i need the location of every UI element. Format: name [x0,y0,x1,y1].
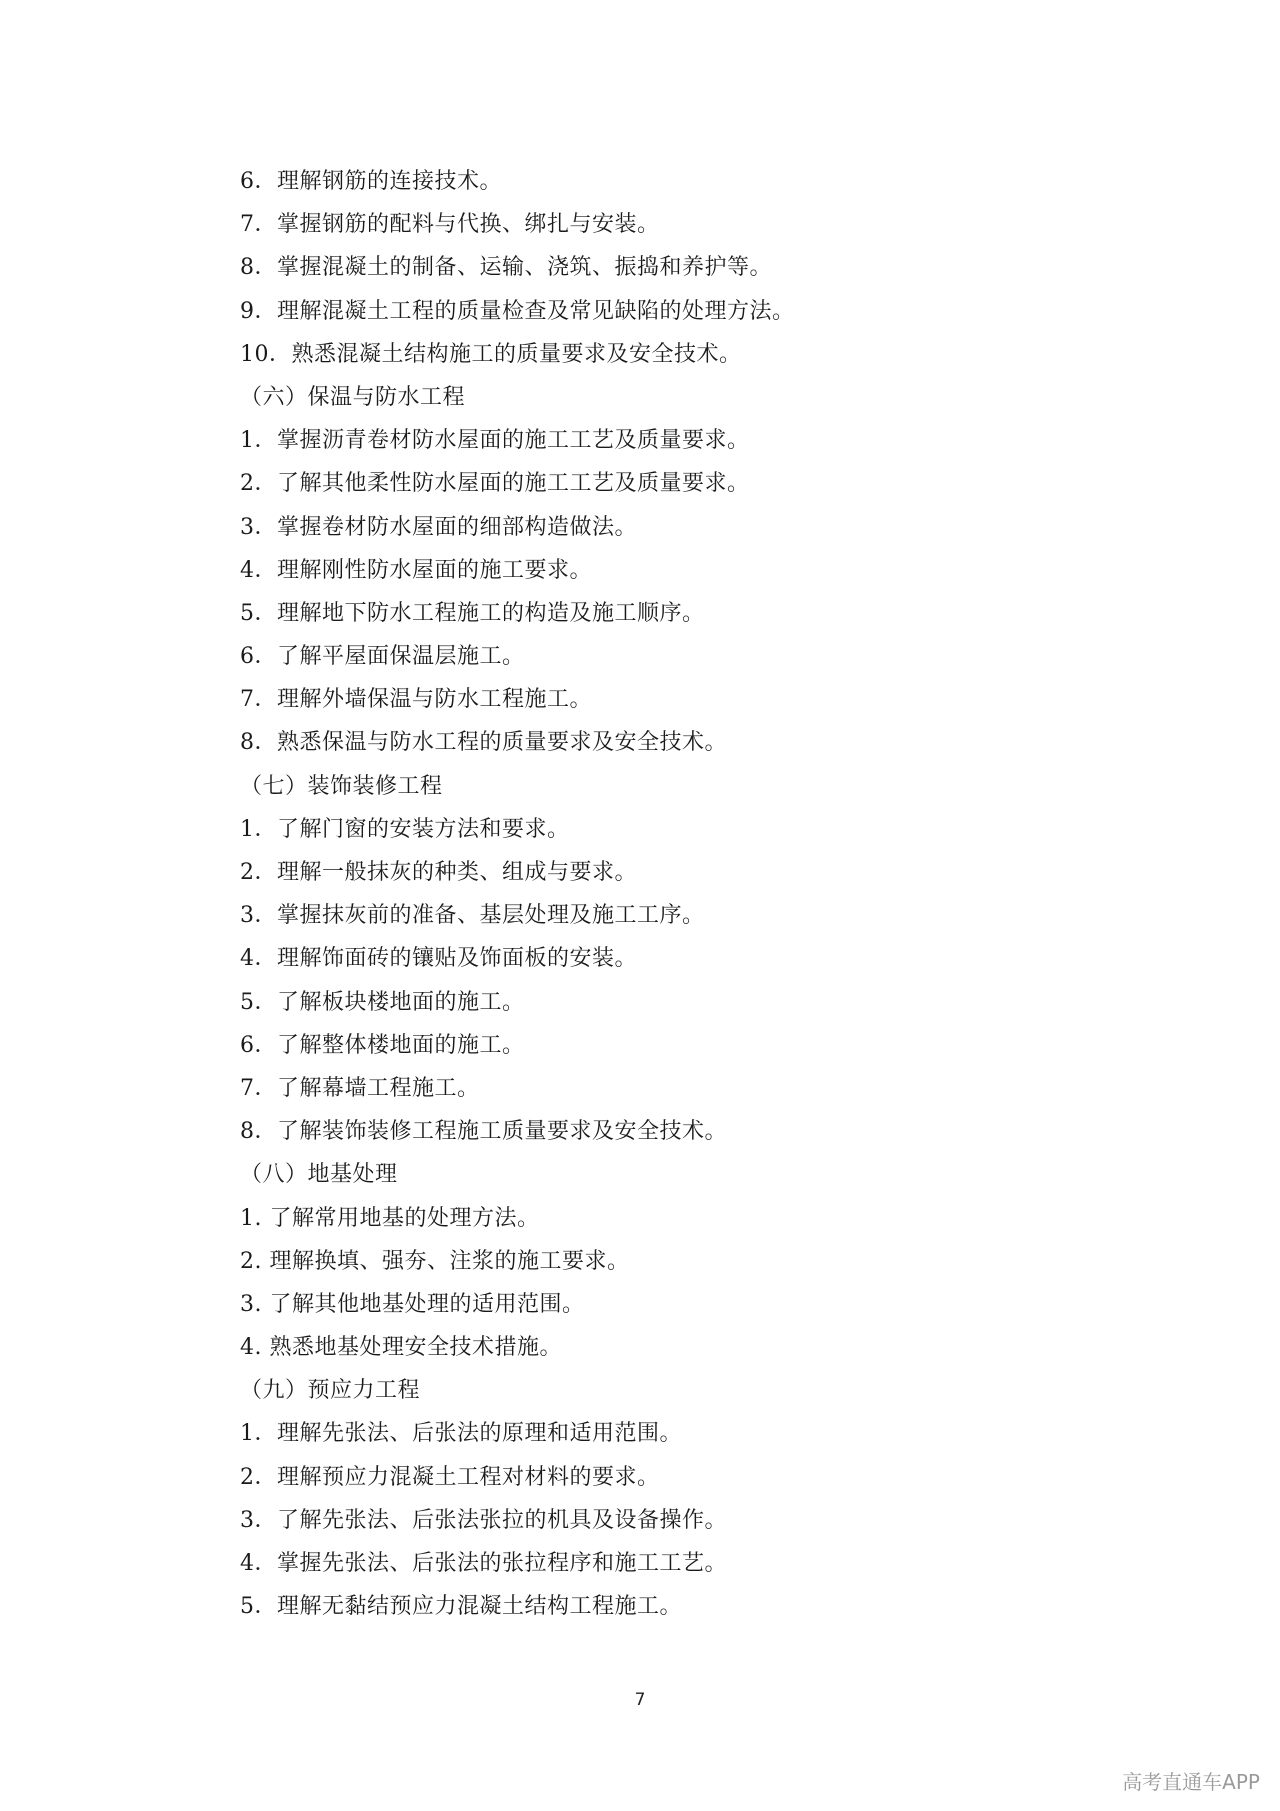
list-item: 5．理解地下防水工程施工的构造及施工顺序。 [240,600,705,626]
list-item: 7．掌握钢筋的配料与代换、绑扎与安装。 [240,212,660,238]
list-item: 9．理解混凝土工程的质量检查及常见缺陷的处理方法。 [240,298,795,324]
list-item: 8．了解装饰装修工程施工质量要求及安全技术。 [240,1119,727,1145]
list-item: 3．掌握抹灰前的准备、基层处理及施工工序。 [240,903,705,929]
list-item: 8．熟悉保温与防水工程的质量要求及安全技术。 [240,730,727,756]
list-item: 5．了解板块楼地面的施工。 [240,989,525,1015]
list-item: 4．理解饰面砖的镶贴及饰面板的安装。 [240,946,637,972]
document-body [240,160,1140,1628]
section-heading: （六）保温与防水工程 [240,384,466,410]
list-item: 6．理解钢筋的连接技术。 [240,169,502,194]
section-heading: （九）预应力工程 [240,1378,421,1404]
list-item: 4．掌握先张法、后张法的张拉程序和施工工艺。 [240,1551,727,1576]
list-item: 2．理解预应力混凝土工程对材料的要求。 [240,1464,660,1490]
list-item: 1．了解门窗的安装方法和要求。 [240,816,570,842]
list-item: 8．掌握混凝土的制备、运输、浇筑、振捣和养护等。 [240,255,772,281]
list-item: 1. 了解常用地基的处理方法。 [240,1205,540,1231]
list-item: 1．理解先张法、后张法的原理和适用范围。 [240,1421,682,1447]
section-heading: （八）地基处理 [240,1162,398,1188]
list-item: 7．了解幕墙工程施工。 [240,1075,480,1101]
watermark: 高考直通车APP [1122,1770,1260,1794]
list-item: 5．理解无黏结预应力混凝土结构工程施工。 [240,1594,682,1620]
list-item: 3．了解先张法、后张法张拉的机具及设备操作。 [240,1507,727,1533]
list-item: 10．熟悉混凝土结构施工的质量要求及安全技术。 [240,341,742,367]
list-item: 6．了解整体楼地面的施工。 [240,1032,525,1058]
list-item: 2．了解其他柔性防水屋面的施工工艺及质量要求。 [240,471,750,497]
list-item: 4. 熟悉地基处理安全技术措施。 [240,1335,562,1361]
list-item: 2．理解一般抹灰的种类、组成与要求。 [240,860,637,885]
list-item: 2. 理解换填、强夯、注浆的施工要求。 [240,1248,630,1274]
list-item: 3. 了解其他地基处理的适用范围。 [240,1291,585,1317]
list-item: 3．掌握卷材防水屋面的细部构造做法。 [240,514,637,540]
section-heading: （七）装饰装修工程 [240,773,443,799]
list-item: 1．掌握沥青卷材防水屋面的施工工艺及质量要求。 [240,428,750,454]
list-item: 4．理解刚性防水屋面的施工要求。 [240,557,592,583]
list-item: 6．了解平屋面保温层施工。 [240,644,525,670]
page-number: 7 [634,1690,646,1710]
list-item: 7．理解外墙保温与防水工程施工。 [240,687,592,713]
